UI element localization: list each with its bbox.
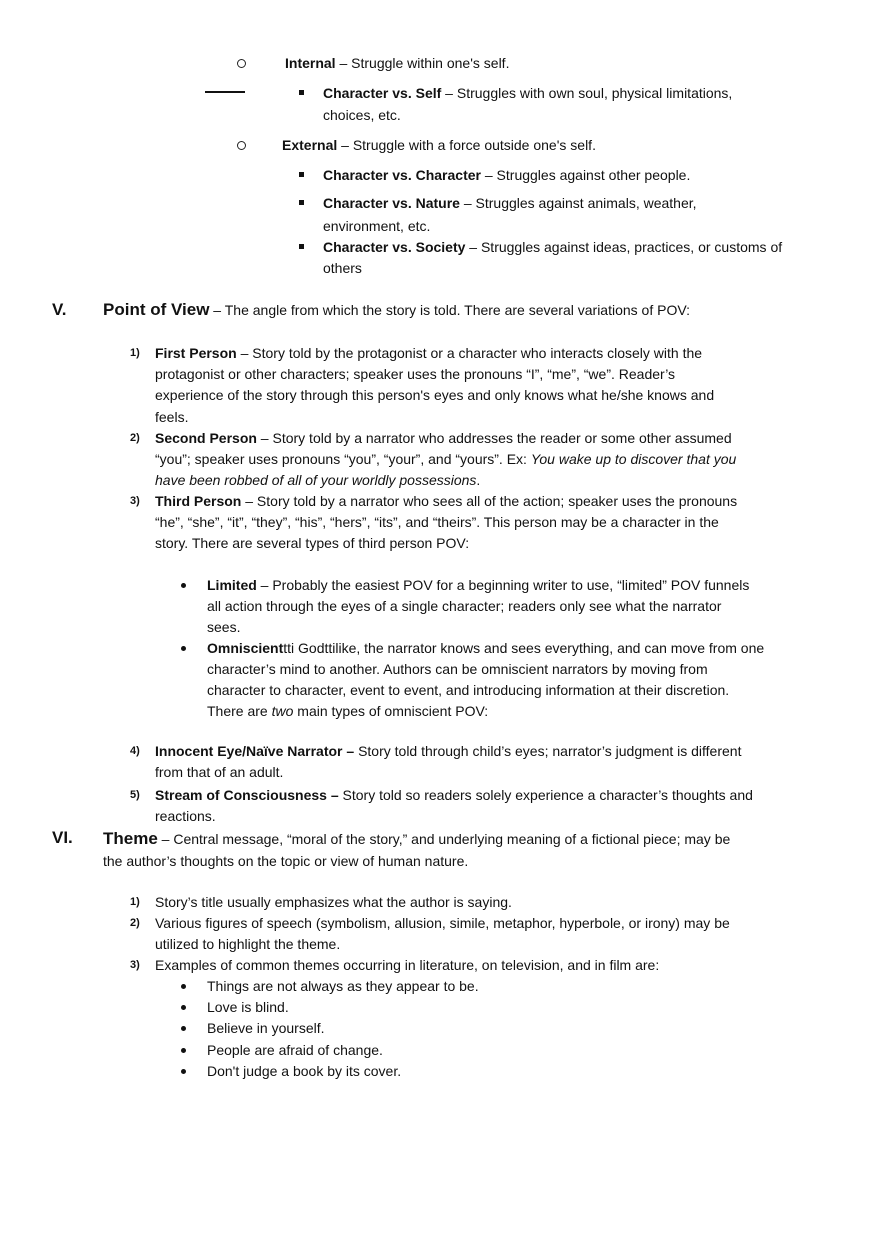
theme-example: Believe in yourself. [207, 1020, 325, 1036]
square-bullet-icon [299, 172, 304, 177]
circle-bullet-icon [237, 59, 246, 68]
text-line: sees. [207, 619, 241, 635]
pov-heading: Point of View – The angle from which the story is told. There are several variations of POV: [103, 300, 691, 319]
square-bullet-icon [299, 244, 304, 249]
text-line: choices, etc. [323, 107, 401, 123]
bullet-icon [181, 583, 186, 588]
text-line: character’s mind to another. Authors can be omniscient narrators by moving from [207, 661, 708, 677]
omniscient-pov: Omniscienttti Godttilike, the narrator knows and sees everything, and can move from one [207, 640, 765, 656]
text-line: story. There are several types of third person POV: [155, 535, 470, 551]
list-number: 1) [130, 347, 140, 359]
list-number: 1) [130, 896, 140, 908]
text-line: “you”; speaker uses pronouns “you”, “your”, and “yours”. Ex: You wake up to discover that you [155, 451, 737, 467]
second-person: Second Person – Story told by a narrator who addresses the reader or some other assumed [155, 430, 732, 446]
text-line: have been robbed of all of your worldly possessions. [155, 472, 481, 488]
text-line: “he”, “she”, “it”, “they”, “his”, “hers”, “its”, and “theirs”. This person may be a character in the [155, 514, 719, 530]
theme-item: Story’s title usually emphasizes what the author is saying. [155, 894, 512, 910]
text-line: protagonist or other characters; speaker uses the pronouns “I”, “me”, “we”. Reader’s [155, 366, 676, 382]
bullet-icon [181, 1069, 186, 1074]
square-bullet-icon [299, 90, 304, 95]
theme-heading: Theme – Central message, “moral of the story,” and underlying meaning of a fictional piece; may be [103, 829, 731, 848]
divider-line [205, 91, 245, 93]
text-line: the author’s thoughts on the topic or view of human nature. [103, 853, 469, 869]
theme-item: Various figures of speech (symbolism, allusion, simile, metaphor, hyperbole, or irony) may be [155, 915, 730, 931]
list-number: 2) [130, 917, 140, 929]
bullet-icon [181, 1005, 186, 1010]
text-line: There are two main types of omniscient POV: [207, 703, 489, 719]
text-line: environment, etc. [323, 218, 431, 234]
list-number: 3) [130, 495, 140, 507]
theme-item: Examples of common themes occurring in literature, on television, and in film are: [155, 957, 660, 973]
text-line: utilized to highlight the theme. [155, 936, 341, 952]
bullet-icon [181, 984, 186, 989]
innocent-eye: Innocent Eye/Naïve Narrator – Story told through child’s eyes; narrator’s judgment is different [155, 743, 742, 759]
theme-example: Things are not always as they appear to be. [207, 978, 479, 994]
character-vs-society: Character vs. Society – Struggles against ideas, practices, or customs of [323, 239, 783, 255]
stream-of-consciousness: Stream of Consciousness – Story told so readers solely experience a character’s thoughts and [155, 787, 753, 803]
character-vs-nature: Character vs. Nature – Struggles against animals, weather, [323, 195, 697, 211]
character-vs-self: Character vs. Self – Struggles with own soul, physical limitations, [323, 85, 733, 101]
section-numeral: V. [52, 300, 67, 319]
text-line: reactions. [155, 808, 216, 824]
text-line: others [323, 260, 362, 276]
limited-pov: Limited – Probably the easiest POV for a beginning writer to use, “limited” POV funnels [207, 577, 750, 593]
text-line: character to character, event to event, and introducing information at their discretion. [207, 682, 730, 698]
list-number: 2) [130, 432, 140, 444]
text-line: all action through the eyes of a single character; readers only see what the narrator [207, 598, 722, 614]
theme-example: People are afraid of change. [207, 1042, 383, 1058]
bullet-icon [181, 646, 186, 651]
text-line: from that of an adult. [155, 764, 284, 780]
third-person: Third Person – Story told by a narrator who sees all of the action; speaker uses the pronouns [155, 493, 738, 509]
list-number: 4) [130, 745, 140, 757]
character-vs-character: Character vs. Character – Struggles against other people. [323, 167, 691, 183]
text-line: feels. [155, 409, 189, 425]
square-bullet-icon [299, 200, 304, 205]
theme-example: Don't judge a book by its cover. [207, 1063, 402, 1079]
section-numeral: VI. [52, 828, 73, 847]
list-number: 5) [130, 789, 140, 801]
text-line: experience of the story through this person's eyes and only knows what he/she knows and [155, 387, 715, 403]
bullet-icon [181, 1048, 186, 1053]
circle-bullet-icon [237, 141, 246, 150]
internal-conflict: Internal – Struggle within one's self. [285, 55, 510, 71]
theme-example: Love is blind. [207, 999, 289, 1015]
external-conflict: External – Struggle with a force outside one's self. [282, 137, 596, 153]
list-number: 3) [130, 959, 140, 971]
bullet-icon [181, 1026, 186, 1031]
first-person: First Person – Story told by the protagonist or a character who interacts closely with the [155, 345, 703, 361]
